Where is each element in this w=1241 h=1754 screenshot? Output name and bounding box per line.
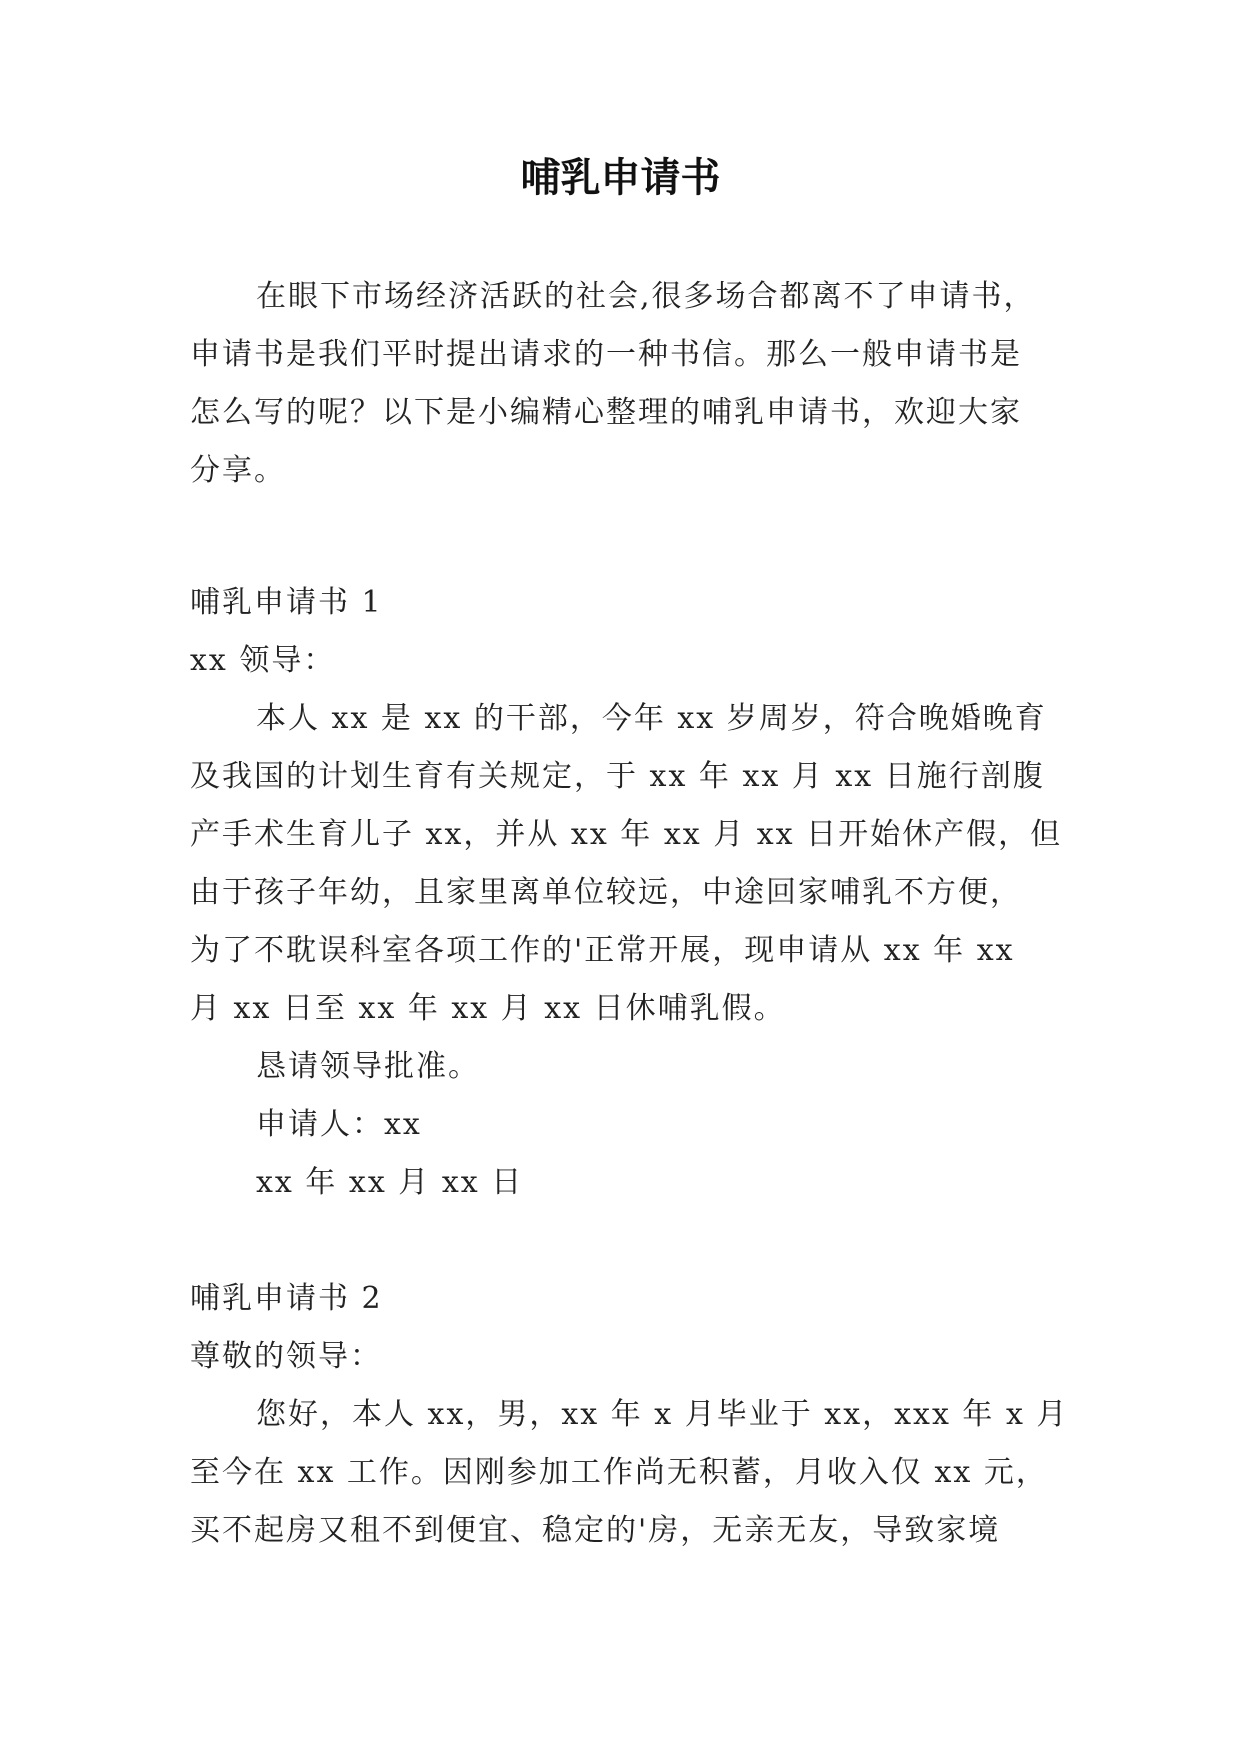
body-line: 您好，本人 xx，男，xx 年 x 月毕业于 xx，xxx 年 x 月 bbox=[256, 1397, 1069, 1432]
section-heading: 哺乳申请书 1 bbox=[190, 585, 383, 620]
body-line: 本人 xx 是 xx 的干部，今年 xx 岁周岁，符合晚婚晚育 bbox=[256, 701, 1047, 736]
applicant-line: 申请人：xx bbox=[256, 1107, 422, 1142]
body-line: 产手术生育儿子 xx，并从 xx 年 xx 月 xx 日开始休产假，但 bbox=[190, 817, 1063, 852]
intro-line: 申请书是我们平时提出请求的一种书信。那么一般申请书是 bbox=[190, 337, 1022, 372]
section-2 bbox=[190, 1270, 1090, 1560]
intro-paragraph bbox=[190, 268, 1090, 500]
body-line: 及我国的计划生育有关规定，于 xx 年 xx 月 xx 日施行剖腹 bbox=[190, 759, 1045, 794]
body-line: 月 xx 日至 xx 年 xx 月 xx 日休哺乳假。 bbox=[190, 991, 786, 1026]
document-title: 哺乳申请书 bbox=[520, 155, 721, 201]
section-heading: 哺乳申请书 2 bbox=[190, 1281, 383, 1316]
salutation: 尊敬的领导： bbox=[190, 1339, 382, 1374]
date-line: xx 年 xx 月 xx 日 bbox=[256, 1165, 524, 1200]
salutation: xx 领导： bbox=[190, 643, 336, 678]
intro-line: 分享。 bbox=[190, 453, 286, 488]
intro-line: 在眼下市场经济活跃的社会,很多场合都离不了申请书， bbox=[256, 279, 1036, 314]
body-line: 至今在 xx 工作。因刚参加工作尚无积蓄，月收入仅 xx 元， bbox=[190, 1455, 1048, 1490]
body-line: 为了不耽误科室各项工作的'正常开展，现申请从 xx 年 xx bbox=[190, 933, 1015, 968]
request-line: 恳请领导批准。 bbox=[256, 1049, 480, 1084]
body-line: 由于孩子年幼，且家里离单位较远，中途回家哺乳不方便， bbox=[190, 875, 1022, 910]
body-line: 买不起房又租不到便宜、稳定的'房，无亲无友，导致家境 bbox=[190, 1513, 1001, 1548]
intro-line: 怎么写的呢？以下是小编精心整理的哺乳申请书，欢迎大家 bbox=[190, 395, 1022, 430]
section-1 bbox=[190, 574, 1090, 1212]
